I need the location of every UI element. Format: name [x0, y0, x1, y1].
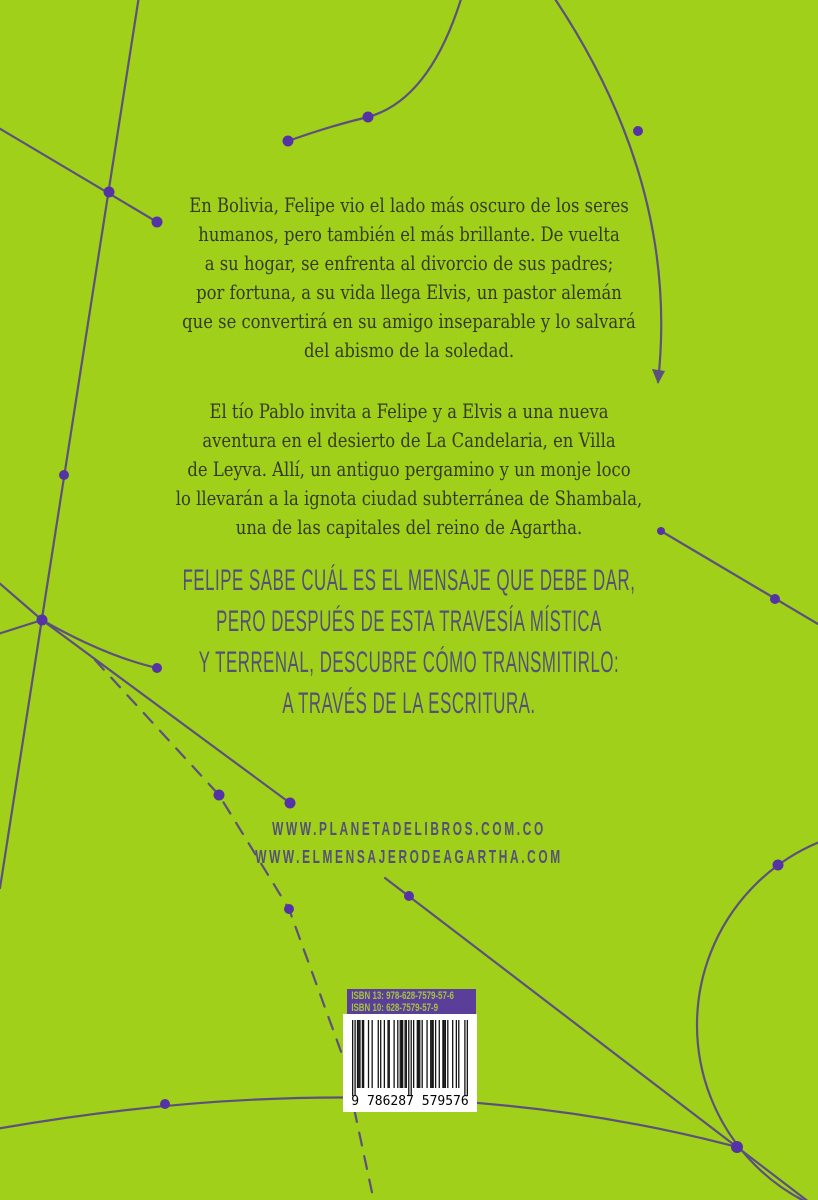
star-dot	[152, 663, 162, 673]
star-dot	[770, 594, 780, 604]
headline-line: A TRAVÉS DE LA ESCRITURA.	[282, 687, 536, 720]
barcode-number: 9 786287 579576	[351, 1094, 469, 1109]
barcode	[343, 1014, 477, 1112]
star-dot	[214, 790, 225, 801]
star-dot	[59, 470, 69, 480]
synopsis-line: de Leyva. Allí, un antiguo pergamino y un monje loco	[187, 457, 631, 481]
constellation-arc	[42, 620, 157, 668]
synopsis-line: aventura en el desierto de La Candelaria, en Villa	[202, 428, 616, 452]
isbn-label-box	[347, 989, 476, 1014]
arrow-tip	[652, 369, 665, 384]
synopsis-paragraph-2	[74, 397, 745, 542]
star-dot	[285, 798, 296, 809]
synopsis-line: que se convertirá en su amigo inseparable y lo salvará	[182, 309, 636, 333]
headline-line: Y TERRENAL, DESCUBRE CÓMO TRANSMITIRLO:	[198, 646, 620, 679]
star-dot	[731, 1141, 743, 1153]
headline-block	[180, 560, 638, 724]
publisher-url: WWW.PLANETADELIBROS.COM.CO	[272, 819, 546, 839]
isbn10-text: ISBN 10: 628-7579-57-9	[351, 1002, 439, 1014]
constellation-arc	[288, 0, 462, 141]
constellation-line	[0, 582, 42, 620]
star-dot	[160, 1099, 170, 1109]
isbn13-text: ISBN 13: 978-628-7579-57-6	[351, 989, 454, 1002]
synopsis-line: una de las capitales del reino de Agartha.	[235, 515, 583, 539]
star-dot	[363, 112, 374, 123]
star-dot	[633, 126, 643, 136]
book-url: WWW.ELMENSAJERODEAGARTHA.COM	[255, 847, 563, 867]
synopsis-line: por fortuna, a su vida llega Elvis, un pastor alemán	[196, 280, 622, 304]
synopsis-line: a su hogar, se enfrenta al divorcio de sus padres;	[204, 251, 614, 275]
synopsis-line: El tío Pablo invita a Felipe y a Elvis a una nueva	[209, 399, 609, 423]
star-dot	[284, 904, 294, 914]
star-dot	[37, 615, 48, 626]
star-dot	[404, 891, 414, 901]
synopsis-line: En Bolivia, Felipe vio el lado más oscuro de los seres	[189, 193, 629, 217]
star-dot	[773, 860, 784, 871]
synopsis-line: del abismo de la soledad.	[303, 338, 515, 362]
synopsis-paragraph-1	[74, 191, 745, 365]
synopsis-line: lo llevarán a la ignota ciudad subterránea de Shambala,	[175, 486, 643, 510]
dashed-line	[95, 660, 373, 1197]
constellation-line	[0, 620, 42, 634]
star-dot	[283, 136, 294, 147]
headline-line: FELIPE SABE CUÁL ES EL MENSAJE QUE DEBE DAR,	[182, 564, 636, 597]
headline-line: PERO DESPUÉS DE ESTA TRAVESÍA MÍSTICA	[216, 605, 602, 638]
synopsis-line: humanos, pero también el más brillante. De vuelta	[198, 222, 620, 246]
constellation-circle	[697, 827, 818, 1200]
constellation-line	[661, 531, 818, 624]
